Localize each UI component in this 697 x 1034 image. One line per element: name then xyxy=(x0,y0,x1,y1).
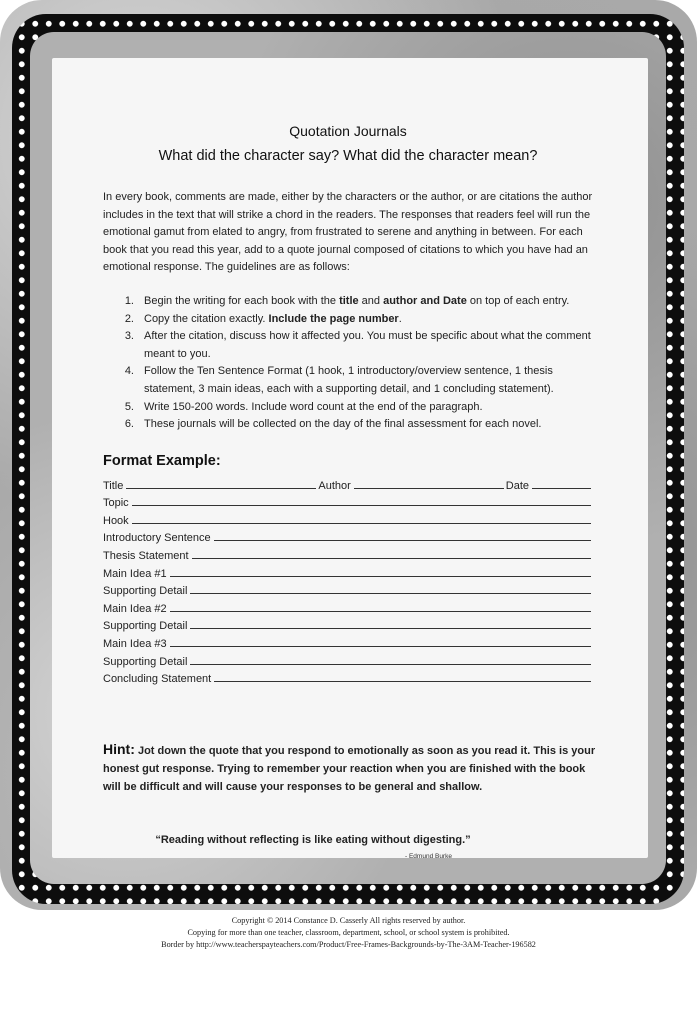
format-row: Concluding Statement xyxy=(103,668,593,686)
format-row: Main Idea #1 xyxy=(103,562,593,580)
blank-line xyxy=(190,617,591,629)
guideline-item: 2. Copy the citation exactly. Include the page number. xyxy=(124,312,402,325)
intro-paragraph: In every book, comments are made, either by the characters or the author, or are citations the author includes in the text that will strike a chord in the readers. The responses that readers feel will run the emotional gamut from elated to angry, from frustrated to serene and anything in between. For each book that you read this year, add to a quote journal composed of citations to which you have had an emotional response. The guidelines are as follows: xyxy=(103,191,593,274)
format-row: Main Idea #2 xyxy=(103,597,593,615)
footer-line: Copyright © 2014 Constance D. Casserly All rights reserved by author. xyxy=(231,916,466,925)
hint-text: Jot down the quote that you respond to emotionally as soon as you read it. This is your honest gut response. Trying to remember your reaction when you are finished with the book will be difficult and will cause your responses to be general and shallow. xyxy=(103,745,596,793)
blank-line xyxy=(132,512,591,524)
date-blank xyxy=(532,477,591,489)
guideline-item: 4. Follow the Ten Sentence Format (1 hook, 1 introductory/overview sentence, 1 thesis statement, 3 main ideas, each with a supporting detail, and 1 concluding statement). xyxy=(124,365,554,395)
title-blank xyxy=(126,477,316,489)
blank-line xyxy=(132,494,591,506)
format-row: Introductory Sentence xyxy=(103,527,593,545)
blank-line xyxy=(170,565,591,577)
format-example-heading: Format Example: xyxy=(103,453,221,469)
format-row: Supporting Detail xyxy=(103,615,593,633)
blank-line xyxy=(192,547,591,559)
blank-line xyxy=(214,529,591,541)
blank-line xyxy=(190,653,591,665)
guideline-item: 6. These journals will be collected on the day of the final assessment for each novel. xyxy=(124,418,542,431)
blank-line xyxy=(190,582,591,594)
footer-line: Copying for more than one teacher, classroom, department, school, or school system is prohibited. xyxy=(187,928,510,937)
format-row: Thesis Statement xyxy=(103,544,593,562)
guideline-item: 1. Begin the writing for each book with the title and author and Date on top of each entry. xyxy=(124,295,570,307)
blank-line xyxy=(170,600,591,612)
format-row: Main Idea #3 xyxy=(103,632,593,650)
guideline-item: 3. After the citation, discuss how it affected you. You must be specific about what the comment meant to you. xyxy=(124,330,591,360)
guideline-item: 5. Write 150-200 words. Include word count at the end of the paragraph. xyxy=(124,400,483,413)
format-row: Topic xyxy=(103,492,593,510)
format-row: Hook xyxy=(103,509,593,527)
hint-label: Hint: xyxy=(103,741,135,757)
format-row-title: Title Author Date xyxy=(103,474,593,492)
format-example-template xyxy=(103,474,593,685)
page-subtitle: What did the character say? What did the character mean? xyxy=(158,148,538,164)
format-row: Supporting Detail xyxy=(103,650,593,668)
footer-line: Border by http://www.teacherspayteachers.com/Product/Free-Frames-Backgrounds-by-The-3AM-Teacher-196582 xyxy=(161,940,536,949)
guidelines-list xyxy=(103,293,595,434)
blank-line xyxy=(170,635,591,647)
blank-line xyxy=(214,670,591,682)
author-blank xyxy=(354,477,504,489)
copyright-footer xyxy=(0,915,697,951)
hint-paragraph xyxy=(103,740,597,796)
page-title: Quotation Journals xyxy=(289,123,407,139)
format-row: Supporting Detail xyxy=(103,580,593,598)
quote-attribution: - Edmund Burke xyxy=(405,853,452,860)
closing-quote: “Reading without reflecting is like eating without digesting.” xyxy=(155,834,471,846)
